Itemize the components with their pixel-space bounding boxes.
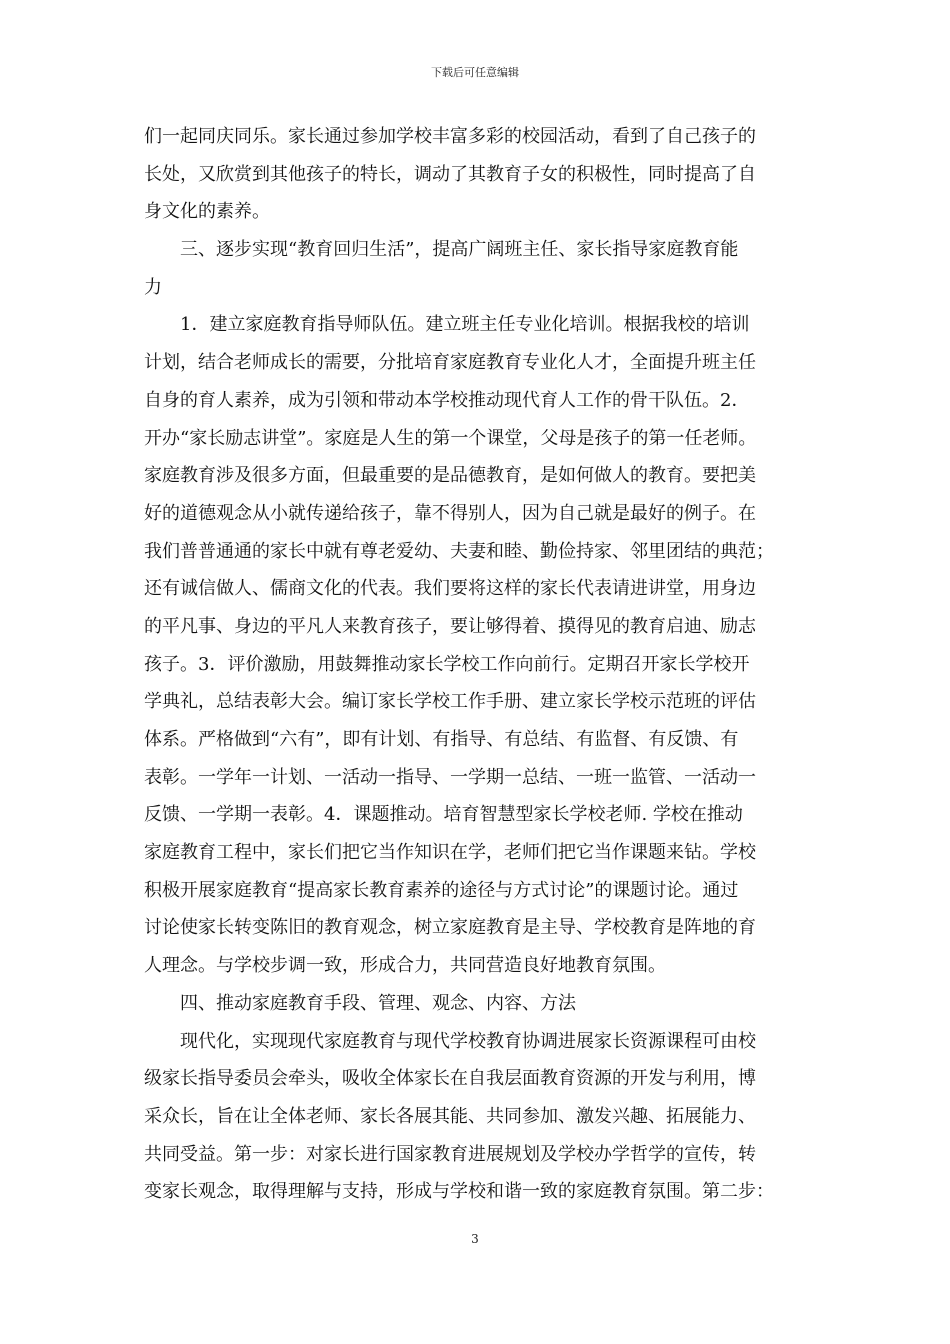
page-header: 下载后可任意编辑 xyxy=(431,66,519,79)
text-line: 采众长，旨在让全体老师、家长各展其能、共同参加、激发兴趣、拓展能力、 xyxy=(144,1105,756,1127)
text-line: 还有诚信做人、儒商文化的代表。我们要将这样的家长代表请进讲堂，用身边 xyxy=(144,578,756,600)
text-line: 变家长观念，取得理解与支持，形成与学校和谐一致的家庭教育氛围。第二步： xyxy=(144,1181,774,1203)
text-line: 我们普普通通的家长中就有尊老爱幼、夫妻和睦、勤俭持家、邻里团结的典范； xyxy=(144,540,774,562)
text-line: 长处，又欣赏到其他孩子的特长，调动了其教育子女的积极性，同时提高了自 xyxy=(144,163,756,185)
text-line: 表彰。一学年一计划、一活动一指导、一学期一总结、一班一监管、一活动一 xyxy=(144,766,756,788)
text-line: 级家长指导委员会牵头，吸收全体家长在自我层面教育资源的开发与利用，博 xyxy=(144,1068,756,1090)
page-number: 3 xyxy=(471,1232,479,1246)
text-line: 计划，结合老师成长的需要，分批培育家庭教育专业化人才，全面提升班主任 xyxy=(144,352,756,374)
text-line: 开办“家长励志讲堂”。家庭是人生的第一个课堂，父母是孩子的第一任老师。 xyxy=(144,427,757,449)
text-line: 积极开展家庭教育“提高家长教育素养的途径与方式讨论”的课题讨论。通过 xyxy=(144,879,739,901)
text-line: 1．建立家庭教育指导师队伍。建立班主任专业化培训。根据我校的培训 xyxy=(144,314,750,336)
text-line: 反馈、一学期一表彰。4．课题推动。培育智慧型家长学校老师. 学校在推动 xyxy=(144,804,743,826)
text-line: 好的道德观念从小就传递给孩子，靠不得别人，因为自己就是最好的例子。在 xyxy=(144,502,756,524)
text-line: 家庭教育涉及很多方面，但最重要的是品德教育，是如何做人的教育。要把美 xyxy=(144,465,756,487)
text-line: 现代化，实现现代家庭教育与现代学校教育协调进展家长资源课程可由校 xyxy=(144,1030,756,1052)
text-line: 人理念。与学校步调一致，形成合力，共同营造良好地教育氛围。 xyxy=(144,955,666,977)
text-line: 家庭教育工程中，家长们把它当作知识在学，老师们把它当作课题来钻。学校 xyxy=(144,842,756,864)
text-line: 讨论使家长转变陈旧的教育观念，树立家庭教育是主导、学校教育是阵地的育 xyxy=(144,917,756,939)
text-line: 身文化的素养。 xyxy=(144,201,270,223)
text-line: 共同受益。第一步：对家长进行国家教育进展规划及学校办学哲学的宣传，转 xyxy=(144,1143,756,1165)
text-line: 学典礼，总结表彰大会。编订家长学校工作手册、建立家长学校示范班的评估 xyxy=(144,691,756,713)
section-heading: 四、推动家庭教育手段、管理、观念、内容、方法 xyxy=(144,992,576,1014)
text-line: 的平凡事、身边的平凡人来教育孩子，要让够得着、摸得见的教育启迪、励志 xyxy=(144,615,756,637)
text-line: 们一起同庆同乐。家长通过参加学校丰富多彩的校园活动，看到了自己孩子的 xyxy=(144,126,756,147)
text-line: 自身的育人素养，成为引领和带动本学校推动现代育人工作的骨干队伍。2． xyxy=(144,389,750,411)
body-text xyxy=(144,118,816,1211)
section-heading: 三、逐步实现“教育回归生活”，提高广阔班主任、家长指导家庭教育能 xyxy=(144,239,739,261)
text-line: 体系。严格做到“六有”，即有计划、有指导、有总结、有监督、有反馈、有 xyxy=(144,729,739,750)
section-heading: 力 xyxy=(144,276,162,298)
text-line: 孩子。3．评价激励，用鼓舞推动家长学校工作向前行。定期召开家长学校开 xyxy=(144,653,750,675)
